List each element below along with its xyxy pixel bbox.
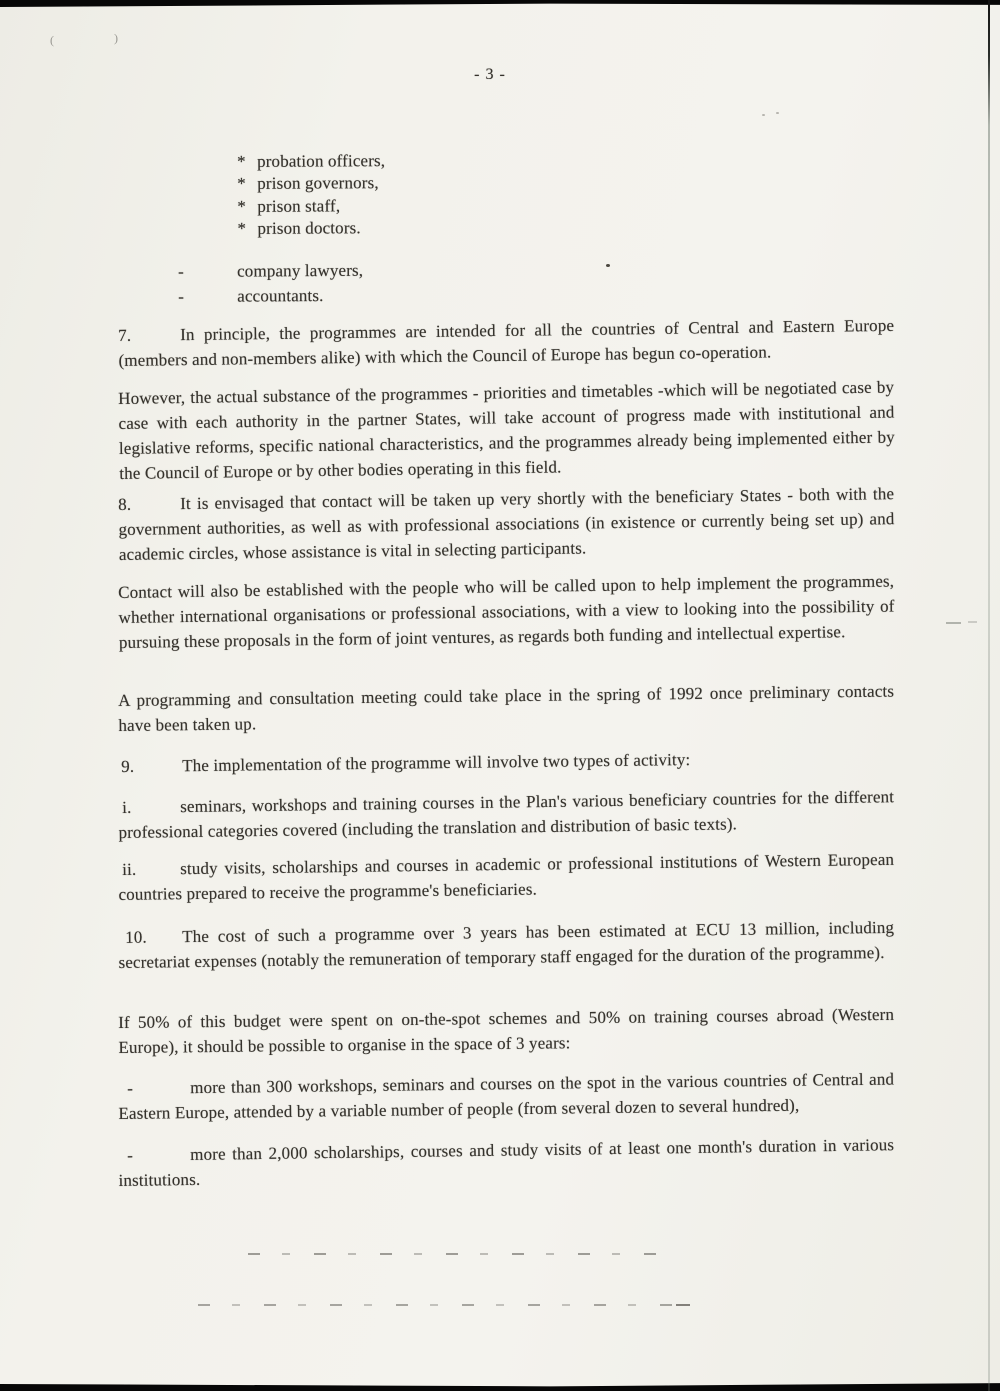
dash-list-item [178, 259, 363, 285]
paragraph-number: i. [122, 797, 132, 817]
paragraph-text: study visits, scholarships and courses in academic or professional institutions of Western European countries prepared to receive the programme's beneficiaries. [118, 849, 895, 904]
smudge-line [198, 1304, 690, 1306]
paragraph-text: A programming and consultation meeting could take place in the spring of 1992 once preliminary contacts have been taken up. [118, 681, 895, 735]
scan-speck [776, 112, 779, 114]
dash-list-item-label: accountants. [237, 285, 324, 306]
dash-bullet-icon: - [127, 1078, 134, 1098]
star-list-item [237, 195, 385, 218]
paragraph-text: In principle, the programmes are intended for all the countries of Central and Eastern Europe (members and non-members alike) with which the Council of Europe has begun co-operation. [118, 315, 895, 370]
asterisk-bullet-icon: * [237, 196, 247, 216]
paragraph-item-ii [118, 847, 895, 907]
stray-pen-mark-close-paren: ) [114, 31, 118, 45]
dash-list-item-label: company lawyers, [237, 260, 364, 281]
asterisk-bullet-icon: * [237, 219, 247, 239]
dash-bullet-icon: - [178, 261, 184, 281]
star-list-item-label: prison doctors. [257, 218, 361, 239]
paragraph-number: 7. [118, 325, 132, 345]
paragraph-contact [118, 568, 895, 655]
paragraph-text: The implementation of the programme will involve two types of activity: [182, 750, 691, 776]
paragraph-programming-meeting [118, 679, 895, 738]
scan-edge-bottom-bar [0, 1382, 1000, 1391]
paragraph-however [118, 374, 895, 486]
dash-list-item [178, 283, 363, 309]
paragraph-text: seminars, workshops and training courses in the Plan's various beneficiary countries for the different professional categories covered (including the translation and distribution of basic texts). [118, 787, 895, 842]
paragraph-number: ii. [122, 859, 137, 879]
paragraph-text: If 50% of this budget were spent on on-the-spot schemes and 50% on training courses abroad (Western Europe), it should be possible to organise in the space of 3 years: [118, 1004, 895, 1057]
stray-ink-dot [606, 264, 610, 267]
asterisk-bullet-icon: * [237, 174, 246, 194]
paragraph-number: 9. [121, 756, 135, 776]
paragraph-bullet-workshops [118, 1067, 895, 1126]
smudge-line [248, 1253, 656, 1255]
star-list [237, 150, 386, 241]
dash-bullet-icon: - [127, 1145, 134, 1165]
scan-edge-top-bar [0, 0, 1000, 7]
star-list-item [237, 150, 385, 173]
paragraph-10 [118, 915, 895, 975]
paragraph-8 [118, 481, 895, 567]
dash-list [178, 259, 363, 309]
paragraph-text: It is envisaged that contact will be taken up very shortly with the beneficiary States - both with the government authorities, as well as with professional associations (in existence or currently being set up) and academic circles, whose assistance is vital in selecting participants. [118, 484, 895, 564]
asterisk-bullet-icon: * [237, 151, 246, 171]
paragraph-item-i [118, 784, 895, 845]
paragraph-number: 10. [125, 927, 147, 947]
paragraph-9 [118, 745, 894, 779]
paragraph-number: 8. [118, 494, 132, 514]
dash-bullet-icon: - [178, 286, 185, 306]
paragraph-text: Contact will also be established with the people who will be called upon to help implement the programmes, whether international organisations or professional associations, with a view to looking into the possibility of pursuing these proposals in the form of joint ventures, as regards both funding and intellectual expertise. [118, 571, 895, 652]
paragraph-7 [118, 313, 895, 373]
margin-dash-mark [968, 621, 977, 623]
stray-pen-mark-open-paren: ( [50, 33, 54, 47]
paragraph-bullet-scholarships [118, 1132, 895, 1193]
star-list-item [237, 173, 385, 196]
star-list-item-label: prison governors, [257, 173, 379, 194]
star-list-item [237, 217, 385, 240]
paragraph-text: more than 300 workshops, seminars and courses on the spot in the various countries of Central and Eastern Europe, attended by a variable number of people (from several dozen to several hundred), [118, 1069, 895, 1123]
paragraph-text: more than 2,000 scholarships, courses and study visits of at least one month's duration in various institutions. [118, 1135, 895, 1190]
scan-speck [762, 114, 765, 116]
margin-dash-mark [946, 622, 961, 624]
paragraph-budget-split [118, 1002, 894, 1060]
paragraph-text: However, the actual substance of the programmes - priorities and timetables -which will be negotiated case by case with each authority in the partner States, will take account of progress made with institutional and legislative reforms, specific national characteristics, and the programmes already being implemented either by the Council of Europe or by other bodies operating in this field. [118, 377, 895, 483]
smudge-end-dash [676, 1304, 690, 1306]
star-list-item-label: prison staff, [257, 196, 341, 216]
page-number: - 3 - [474, 66, 506, 83]
paragraph-text: The cost of such a programme over 3 years has been estimated at ECU 13 million, including secretariat expenses (notably the remuneration of temporary staff engaged for the duration of the programme). [118, 917, 895, 972]
scan-edge-right-line [988, 0, 990, 1391]
star-list-item-label: probation officers, [257, 151, 386, 171]
